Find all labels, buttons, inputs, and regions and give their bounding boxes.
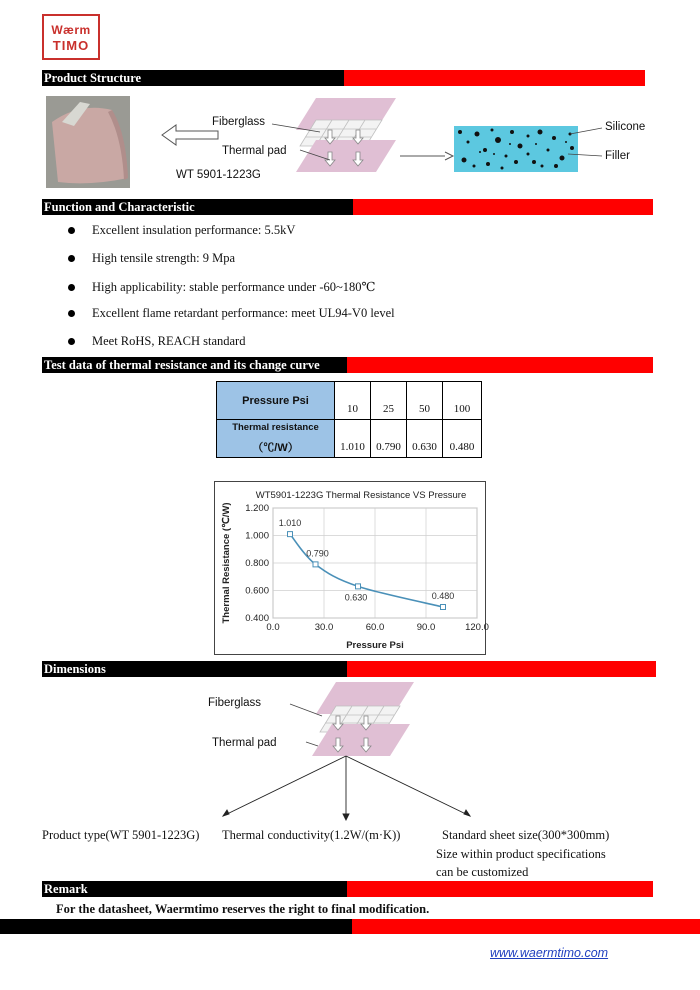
microstructure-image	[454, 126, 602, 172]
table-cell: 0.790	[371, 420, 407, 458]
y-tick-label: 1.000	[245, 530, 269, 542]
y-tick-label: 0.600	[245, 585, 269, 597]
x-axis-label: Pressure Psi	[346, 640, 404, 651]
x-tick-label: 120.0	[465, 622, 489, 633]
website-link[interactable]: www.waermtimo.com	[490, 946, 609, 960]
label-filler: Filler	[605, 150, 630, 162]
data-label: 0.630	[344, 592, 368, 603]
label-thermal-pad: Thermal pad	[212, 737, 277, 749]
data-point	[356, 584, 361, 589]
table-cell: 1.010	[335, 420, 371, 458]
arrow-right-icon	[400, 152, 453, 160]
y-axis-label: Thermal Resistance (℃/W)	[221, 502, 232, 624]
thermal-resistance-chart	[215, 482, 489, 654]
section-title-testdata: Test data of thermal resistance and its change curve	[42, 357, 347, 373]
section-title-function: Function and Characteristic	[42, 199, 353, 215]
thermal-resistance-table	[216, 381, 482, 458]
table-cell: 10	[335, 382, 371, 420]
dimensions-diagram	[40, 676, 680, 826]
product-structure-diagram	[40, 92, 680, 198]
logo-line-1: Wærm	[51, 23, 91, 37]
x-tick-label: 0.0	[266, 622, 280, 633]
logo-line-2: TIMO	[52, 38, 90, 53]
table-header-pressure: Pressure Psi	[217, 382, 335, 420]
section-title-structure: Product Structure	[42, 70, 344, 86]
chart-frame	[214, 481, 489, 655]
section-bar-function	[42, 199, 653, 215]
section-bar-dimensions	[42, 661, 656, 677]
bullet-icon	[68, 310, 75, 317]
section-title-remark: Remark	[42, 881, 347, 897]
section-bar-structure	[42, 70, 645, 86]
spec-line-1: Size within product specifications	[436, 847, 606, 861]
x-tick-label: 60.0	[365, 622, 385, 633]
y-tick-label: 0.400	[245, 613, 269, 624]
bullet-icon	[68, 255, 75, 262]
data-label: 0.790	[306, 548, 329, 559]
table-cell: 100	[443, 382, 482, 420]
table-cell: 50	[407, 382, 443, 420]
bullet-icon	[68, 284, 75, 291]
bullet-icon	[68, 338, 75, 345]
label-silicone: Silicone	[605, 121, 646, 133]
feature-item: Excellent insulation performance: 5.5kV	[68, 223, 295, 238]
section-bar-testdata	[42, 357, 653, 373]
table-row	[217, 382, 482, 420]
table-cell: 0.630	[407, 420, 443, 458]
remark-text: For the datasheet, Waermtimo reserves the right to final modification.	[56, 902, 430, 916]
section-title-dimensions: Dimensions	[42, 661, 347, 677]
x-tick-label: 90.0	[416, 622, 436, 633]
label-model: WT 5901-1223G	[176, 169, 261, 181]
table-row	[217, 420, 482, 458]
company-logo	[42, 14, 100, 60]
data-label: 1.010	[278, 518, 302, 529]
conductivity-text: Thermal conductivity(1.2W/(m·K))	[222, 828, 401, 842]
layer-stack-diagram	[290, 682, 414, 756]
feature-item: Meet RoHS, REACH standard	[68, 334, 245, 349]
table-header-resistance: Thermal resistance （℃/W）	[217, 420, 335, 458]
feature-item: Excellent flame retardant performance: meet UL94-V0 level	[68, 306, 395, 321]
sheet-size-text: Standard sheet size(300*300mm)	[442, 828, 610, 842]
pointer-arrows	[223, 756, 470, 820]
table-cell: 25	[371, 382, 407, 420]
footer-divider	[0, 919, 700, 934]
feature-item: High tensile strength: 9 Mpa	[68, 251, 235, 266]
label-fiberglass: Fiberglass	[212, 116, 266, 128]
section-bar-remark	[42, 881, 653, 897]
x-tick-label: 30.0	[314, 622, 334, 633]
table-cell: 0.480	[443, 420, 482, 458]
layer-stack-diagram	[272, 98, 396, 172]
arrow-left-icon	[162, 125, 218, 145]
feature-item: High applicability: stable performance under -60~180℃	[68, 279, 376, 295]
bullet-icon	[68, 227, 75, 234]
y-tick-label: 0.800	[245, 558, 269, 569]
label-thermal-pad: Thermal pad	[222, 145, 287, 157]
data-point	[313, 562, 318, 567]
product-photo	[46, 96, 130, 188]
data-point	[441, 605, 446, 610]
chart-title: WT5901-1223G Thermal Resistance VS Pressure	[255, 490, 467, 501]
label-fiberglass: Fiberglass	[208, 697, 262, 709]
y-tick-label: 1.200	[245, 503, 269, 514]
spec-line-2: can be customized	[436, 865, 529, 879]
product-type-text: Product type(WT 5901-1223G)	[42, 828, 200, 842]
data-label: 0.480	[431, 591, 455, 601]
data-point	[288, 532, 293, 537]
